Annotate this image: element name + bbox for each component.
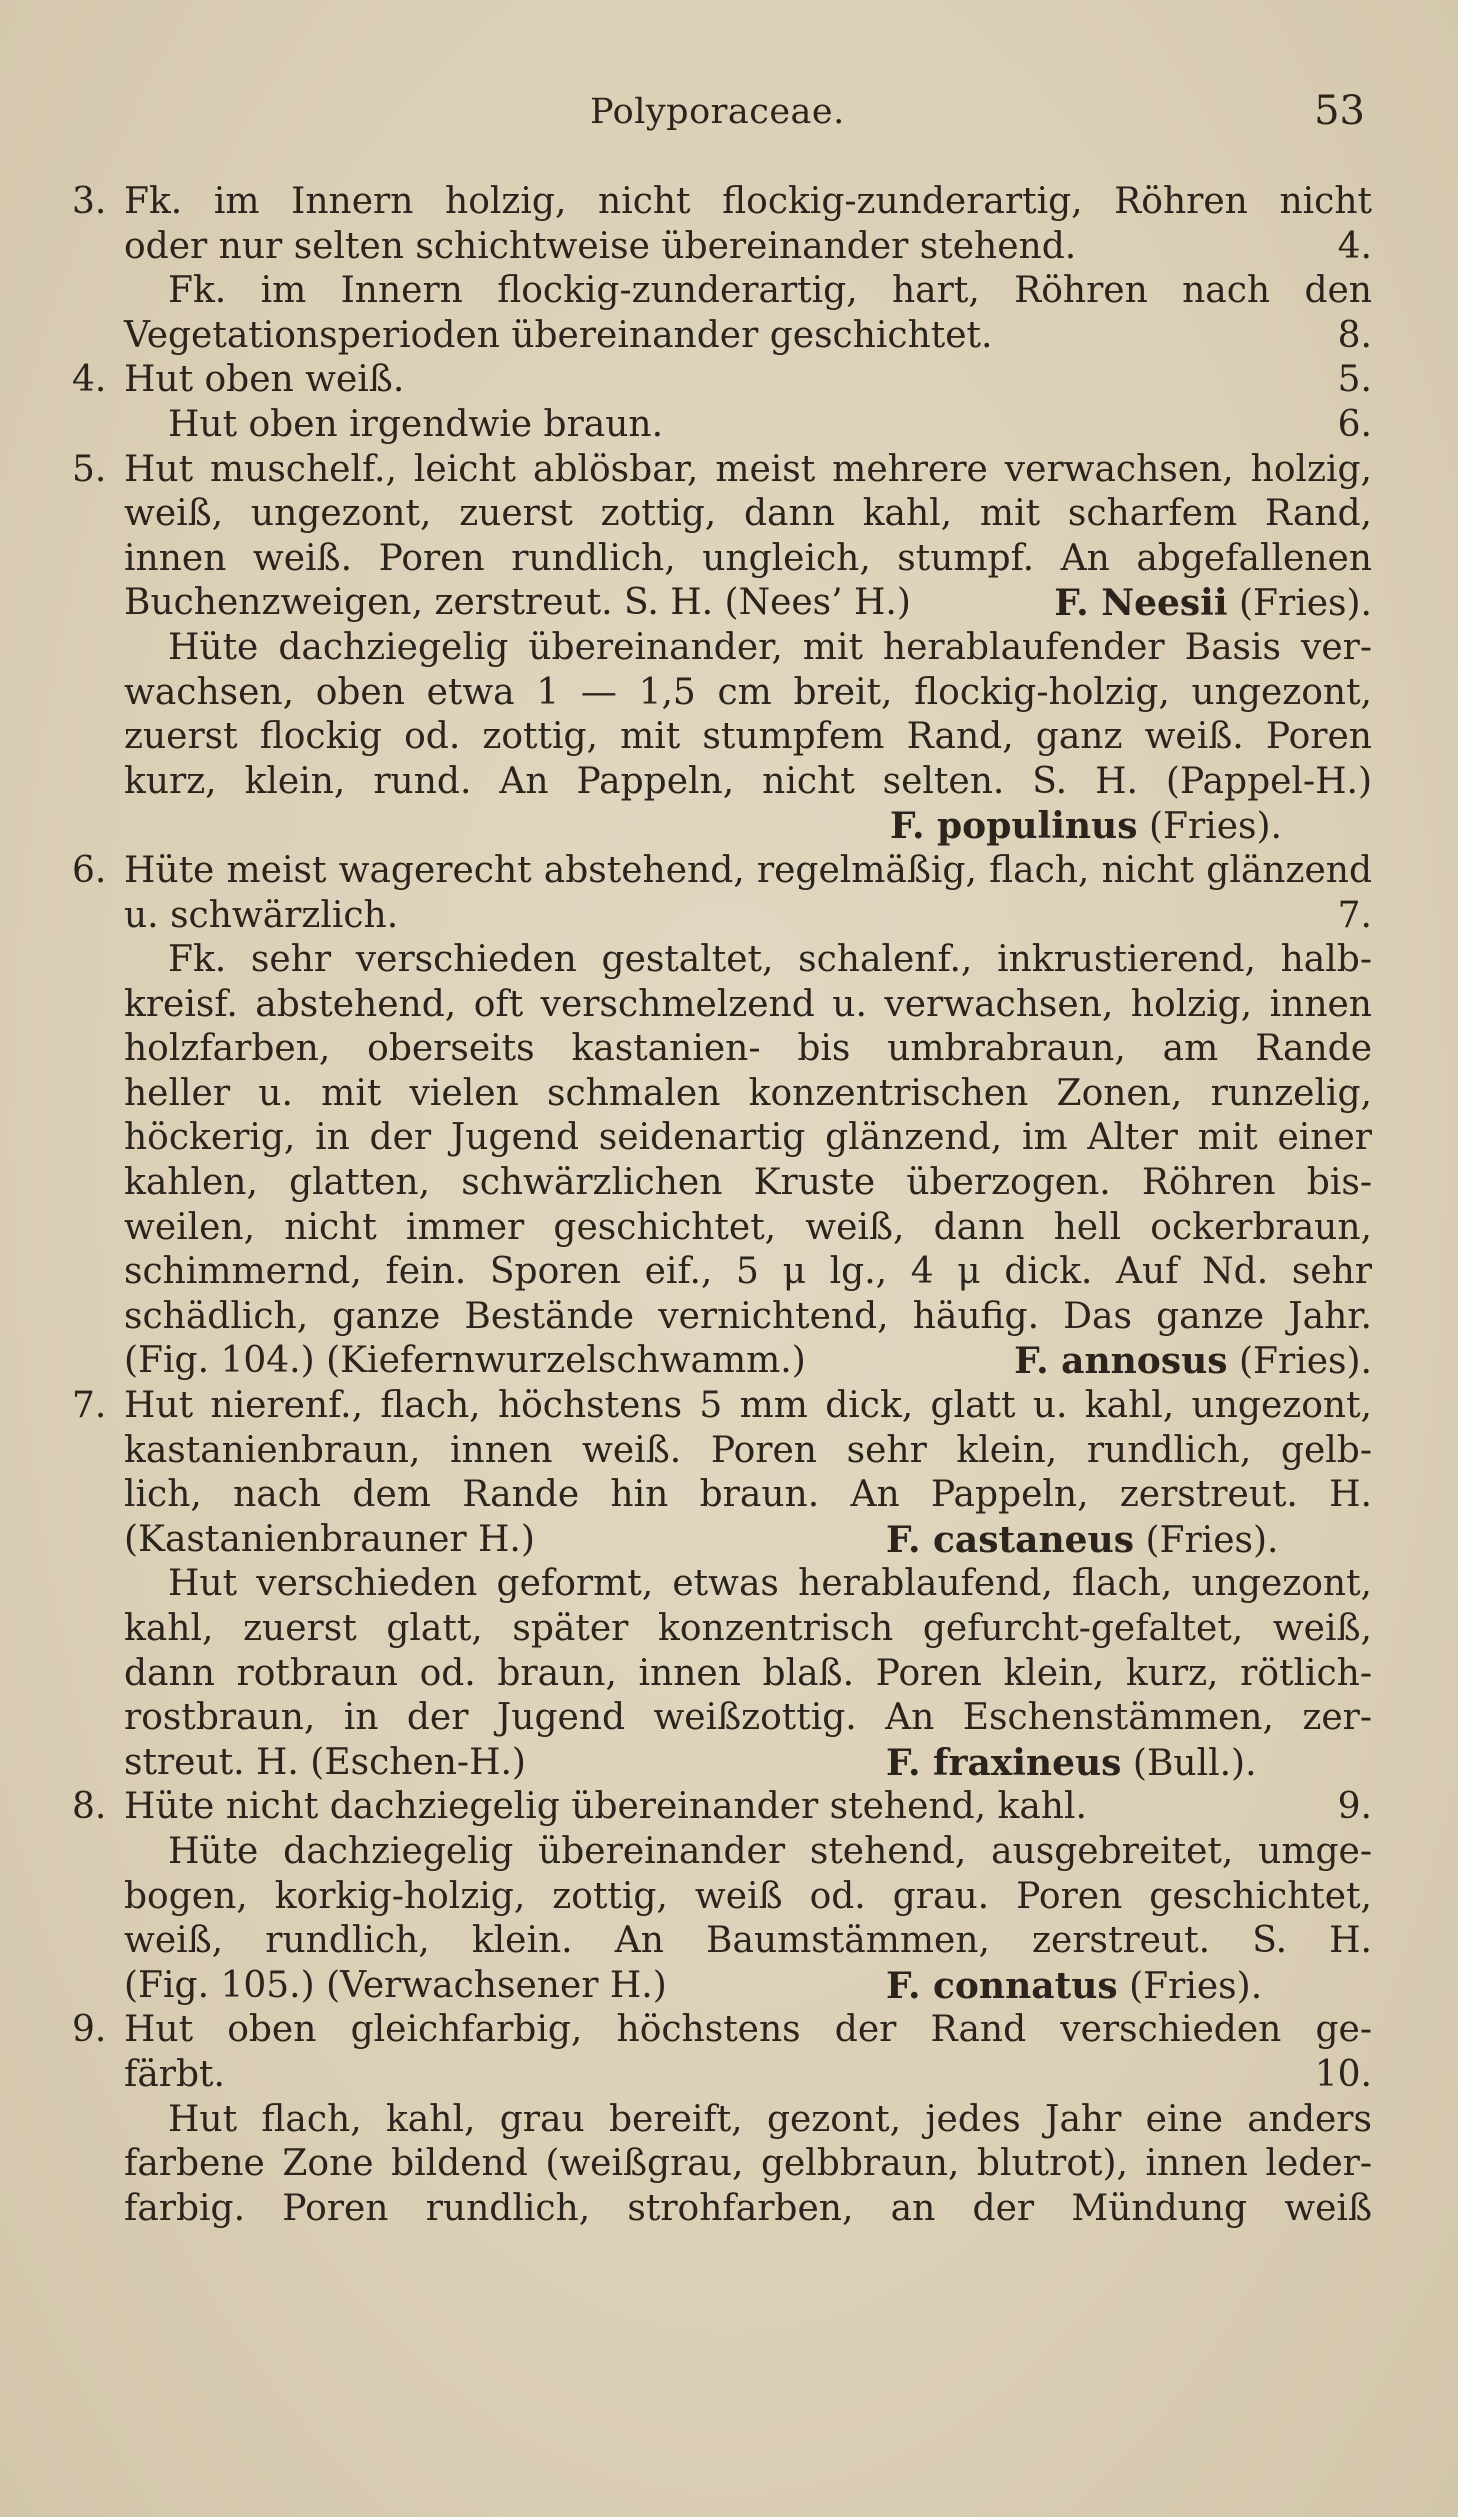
line-text: Hut oben weiß.: [124, 359, 405, 401]
text-line: [72, 671, 1372, 716]
page-body: [72, 180, 1372, 2231]
line-text: Fk. im Innern holzig, nicht flockig-zunderartig, Röhren nicht: [124, 181, 1372, 222]
line-text: Fk. sehr verschieden gestaltet, schalenf., inkrustierend, halb-: [168, 939, 1372, 981]
line-text: lich, nach dem Rande hin braun. An Pappeln, zerstreut. H.: [124, 1474, 1372, 1516]
text-line: [72, 1250, 1372, 1295]
text-line: [72, 1473, 1372, 1518]
line-text: Hüte meist wagerecht abstehend, regelmäßig, flach, nicht glänzend: [124, 849, 1372, 891]
species-author: (Bull.).: [1121, 1742, 1257, 1784]
line-text: Hüte dachziegelig übereinander stehend, ausgebreitet, umge-: [168, 1830, 1372, 1872]
text-line: [72, 1741, 1372, 1786]
text-line: [72, 1607, 1372, 1652]
text-line: [72, 983, 1372, 1028]
species-name: F. connatus: [886, 1964, 1118, 2007]
text-line: [72, 894, 1372, 939]
species-author: (Fries).: [1227, 583, 1372, 625]
line-text: Vegetationsperioden übereinander geschichtet.: [124, 314, 993, 356]
text-line: [72, 760, 1372, 805]
text-line: [72, 358, 1372, 403]
text-line: [72, 715, 1372, 760]
key-reference: 4.: [1337, 225, 1372, 267]
line-text: Hut oben gleichfarbig, höchstens der Rand verschieden ge-: [124, 2009, 1372, 2051]
text-line: [72, 537, 1372, 582]
line-text: kastanienbraun, innen weiß. Poren sehr klein, rundlich, gelb-: [124, 1429, 1372, 1471]
line-text: weilen, nicht immer geschichtet, weiß, dann hell ockerbraun,: [124, 1206, 1372, 1248]
line-text: färbt.: [124, 2053, 225, 2095]
text-line: [72, 448, 1372, 493]
line-text: Hüte dachziegelig übereinander, mit herablaufender Basis ver-: [168, 626, 1372, 668]
text-line: [72, 1875, 1372, 1920]
line-text: (Fig. 104.) (Kiefernwurzelschwamm.): [124, 1340, 806, 1382]
running-title: Polyporaceae.: [590, 92, 845, 132]
text-line: [72, 1518, 1372, 1563]
line-text: wachsen, oben etwa 1 — 1,5 cm breit, flockig-holzig, ungezont,: [124, 671, 1372, 713]
text-line: [72, 1830, 1372, 1875]
text-line: [72, 1206, 1372, 1251]
line-text: Hüte nicht dachziegelig übereinander stehend, kahl.: [124, 1786, 1087, 1828]
key-number: 5.: [72, 448, 107, 490]
line-text: Hut verschieden geformt, etwas herablaufend, flach, ungezont,: [168, 1563, 1372, 1605]
line-text: Buchenzweigen, zerstreut. S. H. (Nees’ H.): [124, 582, 911, 624]
text-line: [72, 849, 1372, 894]
text-line: [72, 804, 1372, 849]
text-line: [72, 314, 1372, 359]
text-line: [72, 1429, 1372, 1474]
line-text: Hut nierenf., flach, höchstens 5 mm dick, glatt u. kahl, ungezont,: [124, 1385, 1372, 1427]
text-line: [72, 581, 1372, 626]
line-text: dann rotbraun od. braun, innen blaß. Poren klein, kurz, rötlich-: [124, 1652, 1372, 1694]
text-line: [72, 180, 1372, 225]
species-name: F. populinus: [890, 805, 1138, 848]
line-text: kurz, klein, rund. An Pappeln, nicht selten. S. H. (Pappel-H.): [124, 760, 1372, 802]
text-line: [72, 626, 1372, 671]
line-text: schädlich, ganze Bestände vernichtend, häufig. Das ganze Jahr.: [124, 1295, 1372, 1337]
line-text: (Kastanienbrauner H.): [124, 1518, 535, 1560]
line-text: höckerig, in der Jugend seidenartig glänzend, im Alter mit einer: [124, 1117, 1372, 1159]
species-author: (Fries).: [1227, 1341, 1372, 1383]
line-text: rostbraun, in der Jugend weißzottig. An Eschenstämmen, zer-: [124, 1697, 1372, 1739]
line-text: bogen, korkig-holzig, zottig, weiß od. grau. Poren geschichtet,: [124, 1875, 1372, 1917]
text-line: [72, 269, 1372, 314]
line-text: Hut oben irgendwie braun.: [168, 403, 664, 445]
key-reference: 10.: [1314, 2053, 1372, 2095]
text-line: [72, 938, 1372, 983]
text-line: [72, 1116, 1372, 1161]
line-text: zuerst flockig od. zottig, mit stumpfem Rand, ganz weiß. Poren: [124, 716, 1372, 758]
text-line: [72, 1027, 1372, 1072]
line-text: kahl, zuerst glatt, später konzentrisch gefurcht-gefaltet, weiß,: [124, 1608, 1372, 1649]
line-text: farbene Zone bildend (weißgrau, gelbbraun, blutrot), innen leder-: [124, 2143, 1372, 2185]
key-reference: 6.: [1337, 403, 1372, 445]
line-text: Fk. im Innern flockig-zunderartig, hart, Röhren nach den: [168, 270, 1372, 312]
text-line: [72, 2053, 1372, 2098]
line-text: oder nur selten schichtweise übereinander stehend.: [124, 225, 1077, 267]
key-reference: 7.: [1337, 894, 1372, 936]
species-name: F. castaneus: [886, 1518, 1134, 1561]
key-reference: 8.: [1337, 314, 1372, 356]
text-line: [72, 1339, 1372, 1384]
line-text: weiß, ungezont, zuerst zottig, dann kahl, mit scharfem Rand,: [124, 493, 1372, 535]
key-reference: 5.: [1337, 359, 1372, 401]
text-line: [72, 1072, 1372, 1117]
text-line: [72, 1696, 1372, 1741]
text-line: [72, 1295, 1372, 1340]
species-author: (Fries).: [1117, 1965, 1263, 2007]
text-line: [72, 2142, 1372, 2187]
key-number: 3.: [72, 181, 107, 222]
line-text: heller u. mit vielen schmalen konzentrischen Zonen, runzelig,: [124, 1072, 1372, 1114]
text-line: [72, 492, 1372, 537]
key-number: 4.: [72, 359, 107, 401]
species-name: F. annosus: [1014, 1340, 1228, 1383]
line-text: (Fig. 105.) (Verwachsener H.): [124, 1964, 667, 2006]
species-author: (Fries).: [1134, 1519, 1279, 1561]
text-line: [72, 1384, 1372, 1429]
species-author: (Fries).: [1137, 806, 1282, 848]
species-name: F. fraxineus: [886, 1741, 1122, 1784]
text-line: [72, 1652, 1372, 1697]
line-text: Hut flach, kahl, grau bereift, gezont, jedes Jahr eine anders: [168, 2098, 1372, 2140]
key-number: 6.: [72, 849, 107, 891]
text-line: [72, 1785, 1372, 1830]
text-line: [72, 1161, 1372, 1206]
line-text: kreisf. abstehend, oft verschmelzend u. verwachsen, holzig, innen: [124, 983, 1372, 1025]
key-reference: 9.: [1337, 1786, 1372, 1828]
line-text: weiß, rundlich, klein. An Baumstämmen, zerstreut. S. H.: [124, 1920, 1372, 1962]
line-text: innen weiß. Poren rundlich, ungleich, stumpf. An abgefallenen: [124, 537, 1372, 579]
key-number: 8.: [72, 1786, 107, 1828]
key-number: 9.: [72, 2009, 107, 2051]
text-line: [72, 1964, 1372, 2009]
line-text: holzfarben, oberseits kastanien- bis umbrabraun, am Rande: [124, 1028, 1372, 1070]
page-header: [0, 88, 1458, 138]
text-line: [72, 1562, 1372, 1607]
text-line: [72, 2008, 1372, 2053]
page-number: 53: [1314, 88, 1365, 134]
line-text: u. schwärzlich.: [124, 894, 399, 936]
text-line: [72, 2098, 1372, 2143]
line-text: kahlen, glatten, schwärzlichen Kruste überzogen. Röhren bis-: [124, 1162, 1372, 1204]
key-number: 7.: [72, 1385, 107, 1427]
text-line: [72, 225, 1372, 270]
text-line: [72, 2187, 1372, 2232]
text-line: [72, 403, 1372, 448]
line-text: Hut muschelf., leicht ablösbar, meist mehrere verwachsen, holzig,: [124, 448, 1372, 490]
species-name: F. Neesii: [1054, 582, 1228, 625]
text-line: [72, 1919, 1372, 1964]
line-text: streut. H. (Eschen-H.): [124, 1741, 526, 1783]
line-text: farbig. Poren rundlich, strohfarben, an der Mündung weiß: [124, 2187, 1372, 2229]
line-text: schimmernd, fein. Sporen eif., 5 μ lg., 4 μ dick. Auf Nd. sehr: [124, 1251, 1372, 1293]
